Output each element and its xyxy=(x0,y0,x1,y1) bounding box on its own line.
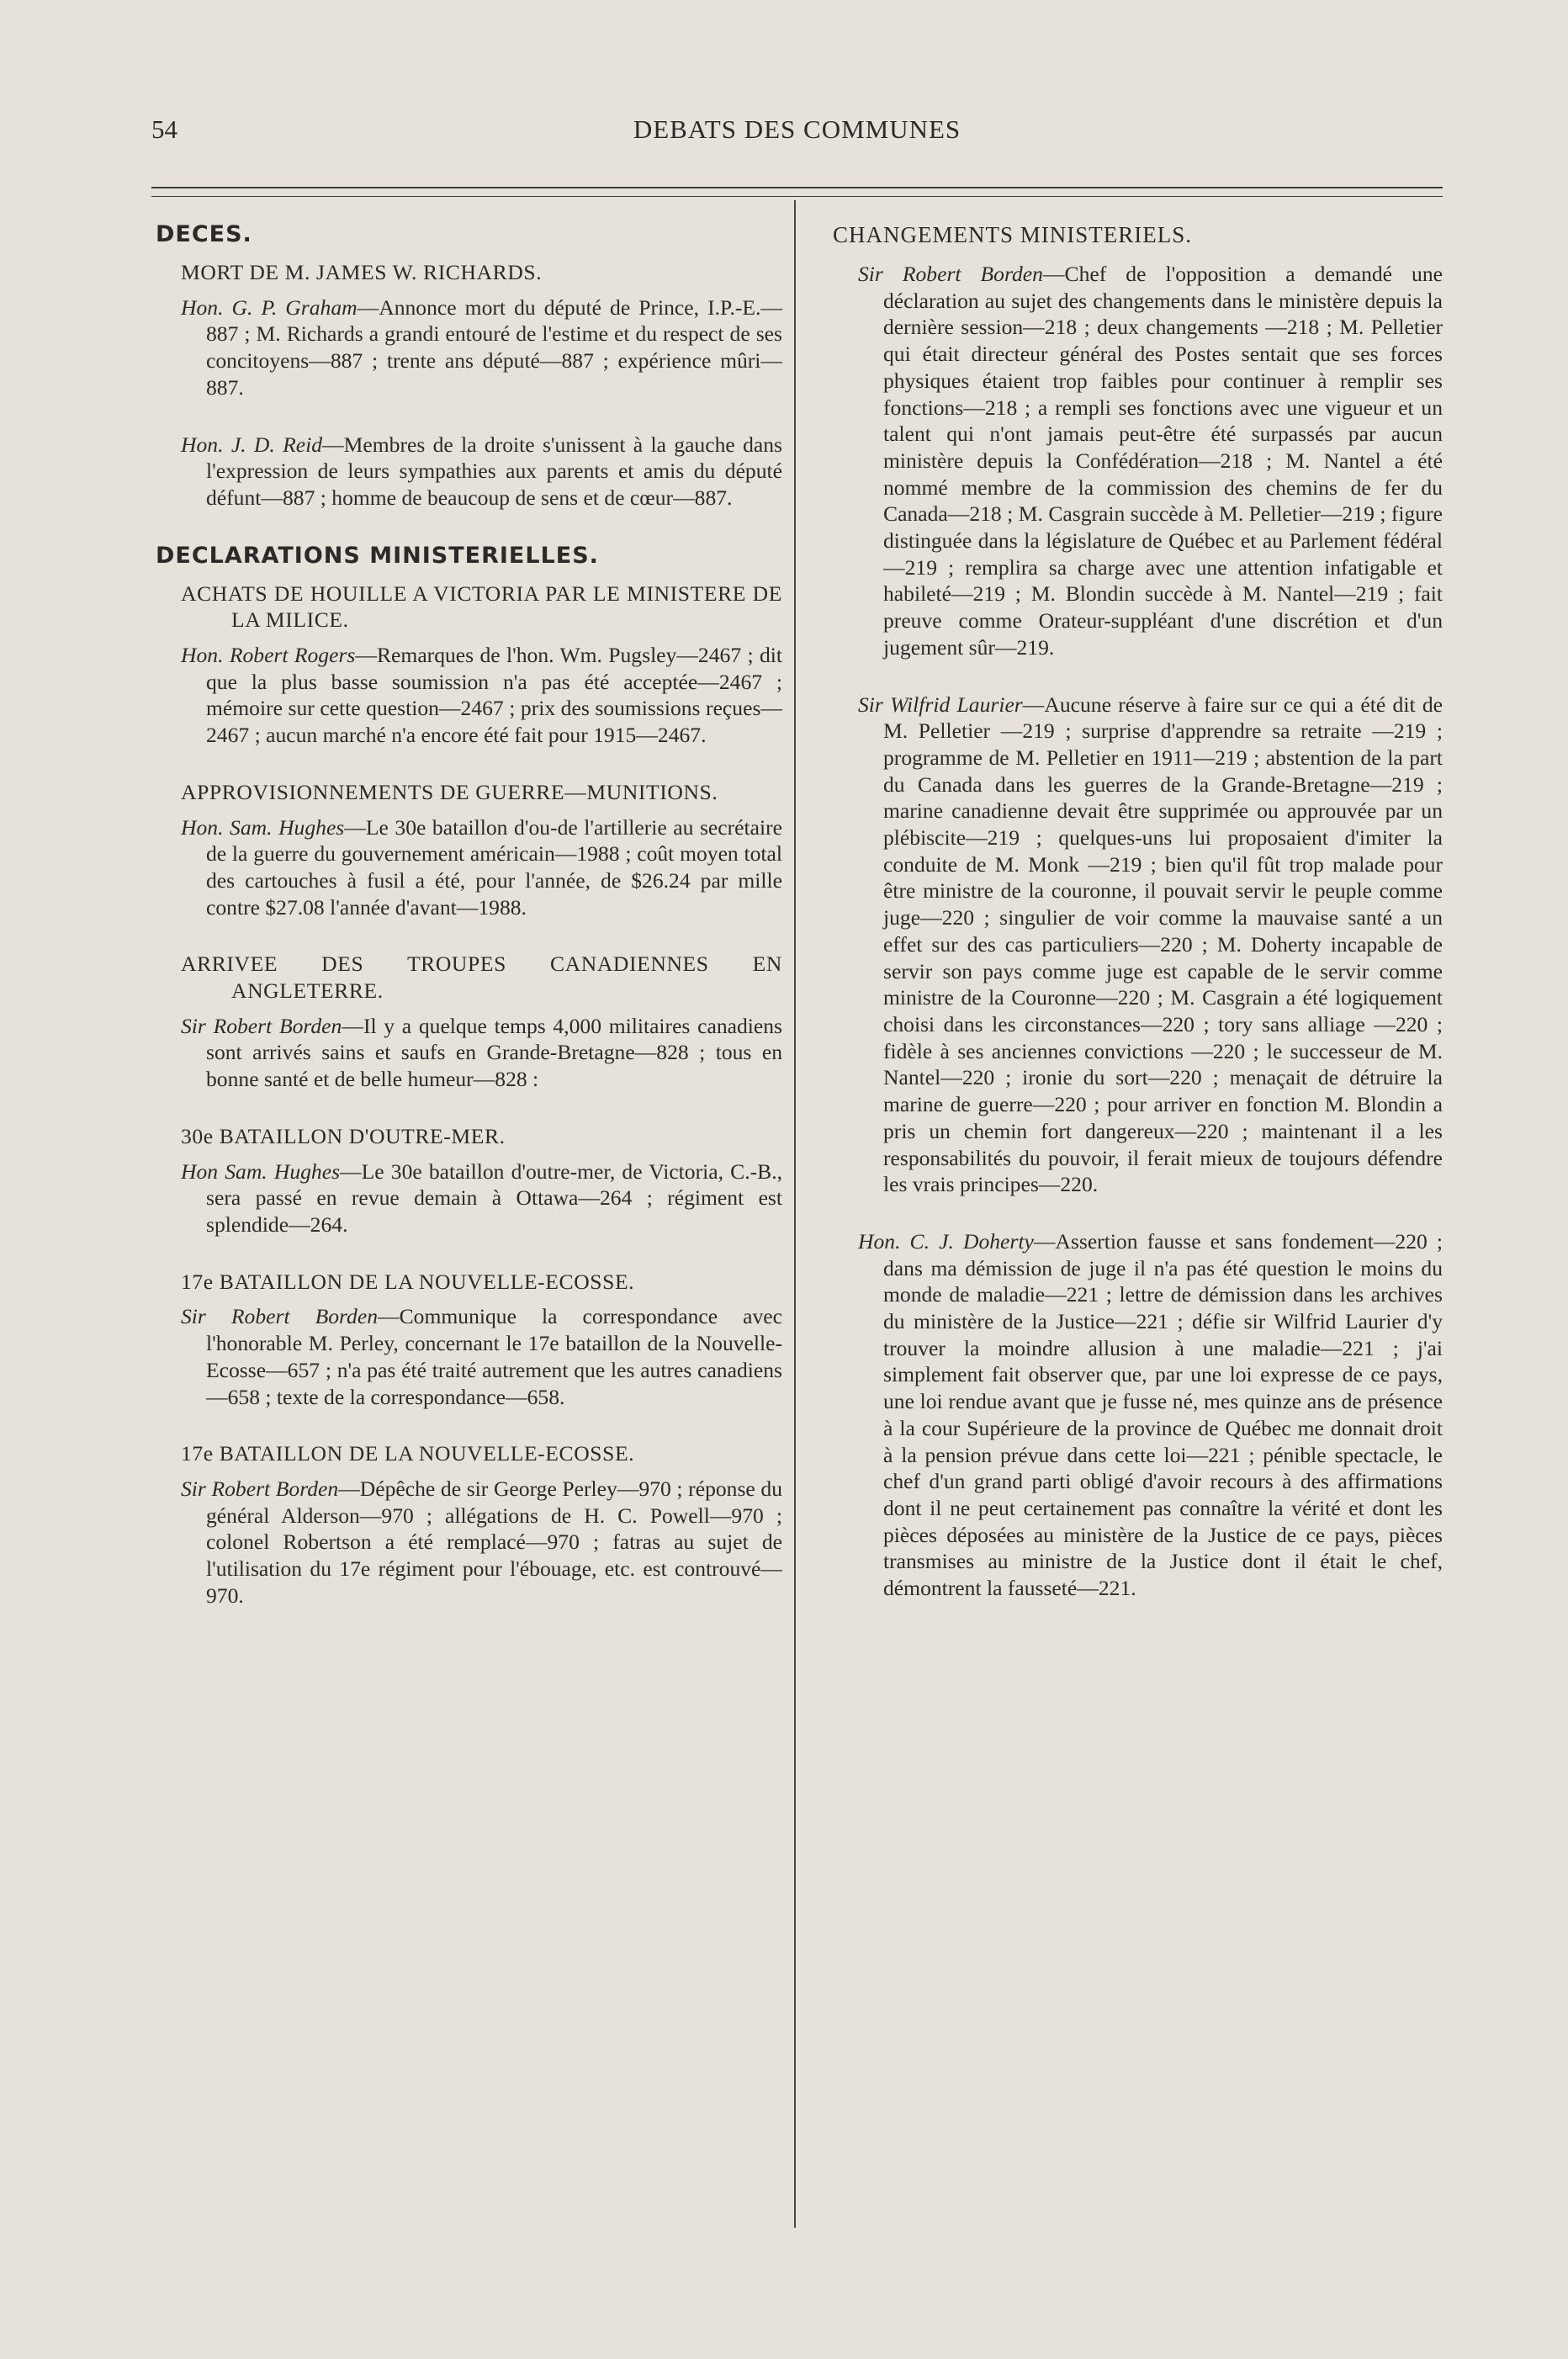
page-header xyxy=(151,114,1443,148)
speaker-name: Sir Robert Borden xyxy=(181,1476,339,1501)
entry-text: —Il y a quelque temps 4,000 militaires canadiens sont arrivés sains et saufs en Grande-Bretagne—828 ; tous en bonne santé et de belle humeur—828 : xyxy=(206,1013,782,1092)
speaker-name: Sir Wilfrid Laurier xyxy=(858,692,1023,717)
entry-text: —Annonce mort du député de Prince, I.P.-E.—887 ; M. Richards a grandi entouré de l'estime et du respect de ses concitoyens—887 ; trente ans député—887 ; expérience mûri—887. xyxy=(206,294,782,400)
left-column xyxy=(156,220,782,1639)
section-heading-changements: CHANGEMENTS MINISTERIELS. xyxy=(833,222,1192,247)
entry-text: —Remarques de l'hon. Wm. Pugsley—2467 ; dit que la plus basse soumission n'a pas été acceptée—2467 ; mémoire sur cette question—2467 ; prix des soumissions reçues—2467 ; aucun marché n'a encore été fait pour 1915—2467. xyxy=(206,643,782,748)
section-heading-deces: DECES. xyxy=(156,221,252,247)
subheading-achats: ACHATS DE HOUILLE A VICTORIA PAR LE MINISTERE DE LA MILICE. xyxy=(181,580,782,633)
entry-text: —Dépêche de sir George Perley—970 ; réponse du général Alderson—970 ; allégations de H. C. Powell—970 ; colonel Robertson a été remplacé—970 ; fatras au sujet de l'utilisation du 17e régiment pour l'ébouage, etc. est controuvé—970. xyxy=(206,1476,782,1608)
entry-text: —Membres de la droite s'unissent à la gauche dans l'expression de leurs sympathies aux parents et amis du député défunt—887 ; homme de beaucoup de sens et de cœur—887. xyxy=(206,432,782,510)
speaker-name: Hon. Sam. Hughes xyxy=(181,814,345,840)
speaker-name: Hon. G. P. Graham xyxy=(181,294,358,320)
header-rule-thin xyxy=(151,196,1443,197)
entry-rogers xyxy=(156,642,782,749)
speaker-name: Hon. C. J. Doherty xyxy=(858,1228,1034,1254)
entry-graham xyxy=(156,294,782,401)
entry-borden-2 xyxy=(156,1303,782,1410)
right-column xyxy=(833,220,1443,1632)
entry-borden-1 xyxy=(156,1013,782,1093)
subheading-arrivee: ARRIVEE DES TROUPES CANADIENNES EN ANGLETERRE. xyxy=(181,952,782,1004)
entry-text: —Le 30e bataillon d'ou-de l'artillerie au secrétaire de la guerre du gouvernement américain—1988 ; coût moyen total des cartouches à fusil a été, pour l'année, de $26.24 par mille contre $27.08 l'année d'avant—1988. xyxy=(206,814,782,920)
column-divider xyxy=(794,200,796,2228)
section-heading-declarations: DECLARATIONS MINISTERIELLES. xyxy=(156,542,599,569)
entry-doherty xyxy=(858,1228,1443,1602)
entry-text: —Le 30e bataillon d'outre-mer, de Victoria, C.-B., sera passé en revue demain à Ottawa—264 ; régiment est splendide—264. xyxy=(206,1158,782,1237)
entry-borden-3 xyxy=(156,1476,782,1609)
subheading-approvisionnements: APPROVISIONNEMENTS DE GUERRE—MUNITIONS. xyxy=(181,779,718,804)
entry-hughes-2 xyxy=(156,1158,782,1238)
subheading-17e-bataillon-b: 17e BATAILLON DE LA NOUVELLE-ECOSSE. xyxy=(181,1441,635,1466)
page-number: 54 xyxy=(151,114,177,144)
header-rule xyxy=(151,187,1443,188)
speaker-name: Sir Robert Borden xyxy=(181,1013,342,1038)
entry-borden-changements xyxy=(858,261,1443,661)
entry-text: —Chef de l'opposition a demandé une déclaration au sujet des changements dans le ministère depuis la dernière session—218 ; deux changements —218 ; M. Pelletier qui était directeur général des Postes sentait que ses forces physiques étaient trop faibles pour continuer à remplir ses fonctions—218 ; a rempli ses fonctions avec une vigueur et un talent qui n'ont jamais peut-être été surpassés par aucun ministère depuis la Confédération—218 ; M. Nantel a été nommé membre de la commission des chemins de fer du Canada—218 ; M. Casgrain succède à M. Pelletier—219 ; figure distinguée dans la législature de Québec et au Parlement fédéral —219 ; remplira sa charge avec une attention infatigable et habileté—219 ; M. Blondin succède à M. Nantel—219 ; fait preuve comme Orateur-suppléant d'une discrétion et d'un jugement sûr—219. xyxy=(883,262,1444,660)
entry-hughes-1 xyxy=(156,814,782,921)
subheading-mort: MORT DE M. JAMES W. RICHARDS. xyxy=(181,260,543,284)
speaker-name: Hon. Robert Rogers xyxy=(181,643,356,668)
running-title: DEBATS DES COMMUNES xyxy=(633,114,961,144)
subheading-17e-bataillon-a: 17e BATAILLON DE LA NOUVELLE-ECOSSE. xyxy=(181,1269,635,1294)
speaker-name: Hon. J. D. Reid xyxy=(181,432,323,457)
speaker-name: Sir Robert Borden xyxy=(858,262,1043,286)
speaker-name: Sir Robert Borden xyxy=(181,1304,379,1329)
entry-laurier xyxy=(858,692,1443,1198)
speaker-name: Hon Sam. Hughes xyxy=(181,1158,341,1184)
subheading-30e-bataillon: 30e BATAILLON D'OUTRE-MER. xyxy=(181,1123,506,1148)
entry-text: —Assertion fausse et sans fondement—220 ; dans ma démission de juge il n'a pas été question le moins du monde de maladie—221 ; lettre de démission dans les archives du ministère de la Justice—221 ; défie sir Wilfrid Laurier d'y trouver la moindre allusion à une maladie—221 ; j'ai simplement fait observer que, par une loi expresse de ce pays, une loi rendue avant que je fusse né, mes quinze ans de présence à la cour Supérieure de la province de Québec me donnait droit à la pension prévue dans cette loi—221 ; pénible spectacle, le chef d'un grand parti obligé d'avoir recours à des affirmations dont il ne peut certainement pas connaître la vérité et dont les pièces déposées au ministère de la Justice de ce pays, pièces transmises au ministre de la Justice dont il était le chef, démontrent la fausseté—221. xyxy=(883,1228,1443,1601)
entry-reid xyxy=(156,432,782,512)
entry-text: —Aucune réserve à faire sur ce qui a été dit de M. Pelletier —219 ; surprise d'apprendre sa retraite —219 ; programme de M. Pelletier en 1911—219 ; abstention de la part du Canada dans les guerres de la Grande-Bretagne—219 ; marine canadienne devait être supprimée ou approuvée par un plébiscite—219 ; quelques-uns lui proposaient d'imiter la conduite de M. Monk —219 ; bien qu'il fût trop malade pour être ministre de la couronne, il pouvait servir le peuple comme juge—220 ; singulier de voir comme la mauvaise santé a un effet sur des cas particuliers—220 ; M. Doherty incapable de servir son pays comme juge est capable de le servir comme ministre de la Couronne—220 ; M. Casgrain a été logiquement choisi dans les circonstances—220 ; tory sans alliage —220 ; fidèle à ses anciennes convictions —220 ; le successeur de M. Nantel—220 ; ironie du sort—220 ; menaçait de détruire la marine de guerre—220 ; pour arriver en fonction M. Blondin a pris un chemin fort dangereux—220 ; maintenant il a les responsabilités du pouvoir, il ferait mieux de toujours défendre les vrais principes—220. xyxy=(883,692,1443,1197)
entry-text: —Communique la correspondance avec l'honorable M. Perley, concernant le 17e bataillon de la Nouvelle-Ecosse—657 ; n'a pas été traité autrement que les autres canadiens—658 ; texte de la correspondance—658. xyxy=(206,1304,783,1409)
